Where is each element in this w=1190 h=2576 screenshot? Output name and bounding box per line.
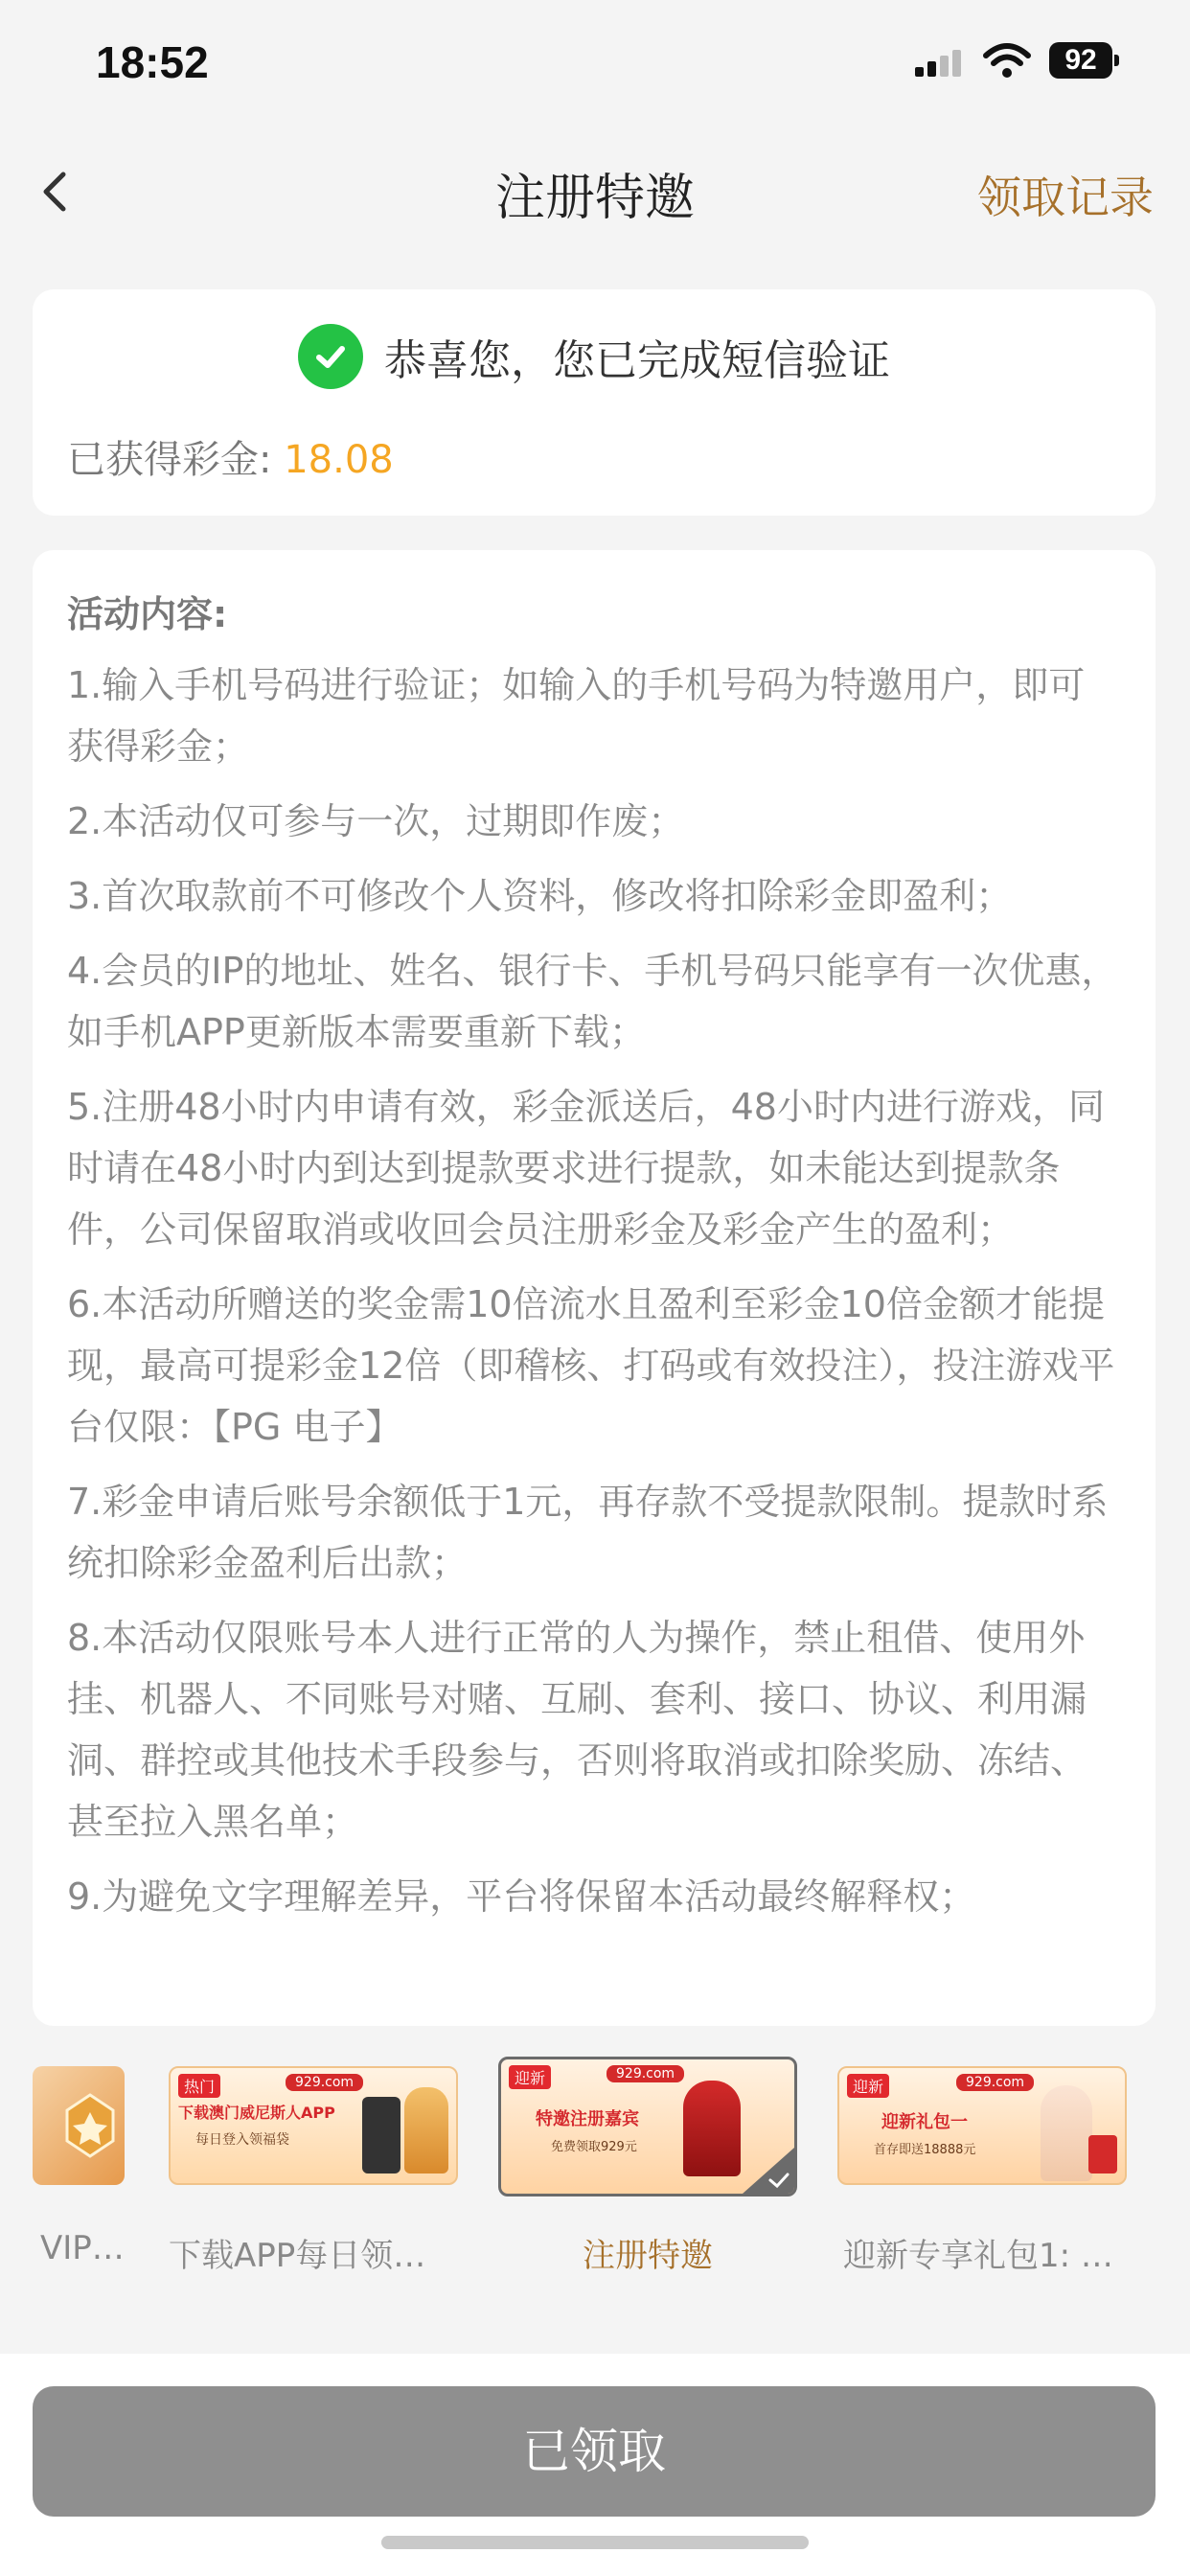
person-image xyxy=(404,2087,448,2174)
rule-item: 4.会员的IP的地址、姓名、银行卡、手机号码只能享有一次优惠，如手机APP更新版本需要重新下载； xyxy=(67,950,1118,1053)
welcome-gift-banner-image xyxy=(837,2066,1127,2185)
rule-item: 3.首次取款前不可修改个人资料，修改将扣除彩金即盈利； xyxy=(67,875,1013,917)
banner-subtitle: 每日登入领福袋 xyxy=(195,2132,289,2148)
page-title: 注册特邀 xyxy=(494,170,695,227)
hot-tag: 热门 xyxy=(178,2074,220,2098)
phone-icon xyxy=(362,2097,400,2174)
person-image xyxy=(1041,2085,1092,2181)
rule-item: 7.彩金申请后账号余额低于1元，再存款不受提款限制。提款时系统扣除彩金盈利后出款； xyxy=(67,1481,1109,1584)
promo-label: 迎新专享礼包1: … xyxy=(843,2237,1113,2275)
records-link[interactable]: 领取记录 xyxy=(977,172,1154,223)
register-invite-banner-image xyxy=(498,2057,797,2196)
activity-rules-card xyxy=(33,550,1156,2026)
banner-title: 下载澳门威尼斯人APP xyxy=(178,2104,335,2122)
rule-item: 6.本活动所赠送的奖金需10倍流水且盈利至彩金10倍金额才能提现，最高可提彩金12倍（即稽核、打码或有效投注），投注游戏平台仅限：【PG 电子】 xyxy=(67,1283,1115,1448)
rule-item: 1.输入手机号码进行验证；如输入的手机号码为特邀用户，即可获得彩金； xyxy=(67,664,1086,768)
promo-label: 下载APP每日领福… xyxy=(169,2237,458,2275)
wifi-icon xyxy=(982,42,1032,80)
rule-item: 5.注册48小时内申请有效，彩金派送后，48小时内进行游戏，同时请在48小时内到达到提款要求进行提款，如未能达到提款条件，公司保留取消或收回会员注册彩金及彩金产生的盈利； xyxy=(67,1086,1105,1251)
banner-title: 特邀注册嘉宾 xyxy=(536,2109,639,2129)
status-bar xyxy=(0,0,1190,125)
new-tag: 迎新 xyxy=(509,2065,551,2089)
new-tag: 迎新 xyxy=(847,2074,889,2098)
home-indicator xyxy=(381,2536,809,2549)
claimed-button[interactable]: 已领取 xyxy=(33,2386,1156,2517)
banner-title: 迎新礼包一 xyxy=(881,2112,968,2132)
battery-icon: 92 xyxy=(1049,42,1112,79)
banner-subtitle: 首存即送18888元 xyxy=(874,2143,976,2157)
bottom-action-bar xyxy=(0,2354,1190,2576)
status-time: 18:52 xyxy=(96,37,209,87)
success-message: 恭喜您，您已完成短信验证 xyxy=(384,336,890,385)
download-app-banner-image xyxy=(169,2066,458,2185)
selected-check-icon xyxy=(767,2171,790,2190)
bonus-value: 18.08 xyxy=(284,438,394,482)
site-badge: 929.com xyxy=(956,2074,1034,2091)
rule-item: 2.本活动仅可参与一次，过期即作废； xyxy=(67,800,685,842)
site-badge: 929.com xyxy=(606,2065,684,2082)
banner-subtitle: 免费领取929元 xyxy=(551,2140,637,2154)
rule-item: 9.为避免文字理解差异，平台将保留本活动最终解释权； xyxy=(67,1875,976,1918)
bonus-row xyxy=(67,429,394,484)
vip-banner-image xyxy=(33,2066,125,2185)
cellular-signal-icon xyxy=(915,48,963,77)
bonus-label: 已获得彩金: xyxy=(67,438,272,482)
promo-carousel[interactable] xyxy=(0,2066,1190,2296)
success-row xyxy=(33,324,1156,389)
rules-title: 活动内容: xyxy=(67,593,228,635)
person-image xyxy=(683,2081,741,2176)
site-badge: 929.com xyxy=(286,2074,363,2091)
nav-bar xyxy=(0,134,1190,249)
promo-label-active: 注册特邀 xyxy=(583,2237,713,2275)
check-icon xyxy=(298,324,363,389)
promo-label: VIP… xyxy=(40,2229,125,2267)
rule-item: 8.本活动仅限账号本人进行正常的人为操作，禁止租借、使用外挂、机器人、不同账号对赌、互刷、套利、接口、协议、利用漏洞、群控或其他技术手段参与，否则将取消或扣除奖励、冻结、甚至拉入黑名单； xyxy=(67,1617,1087,1843)
verification-success-card xyxy=(33,289,1156,516)
gift-box-icon xyxy=(1088,2135,1117,2174)
